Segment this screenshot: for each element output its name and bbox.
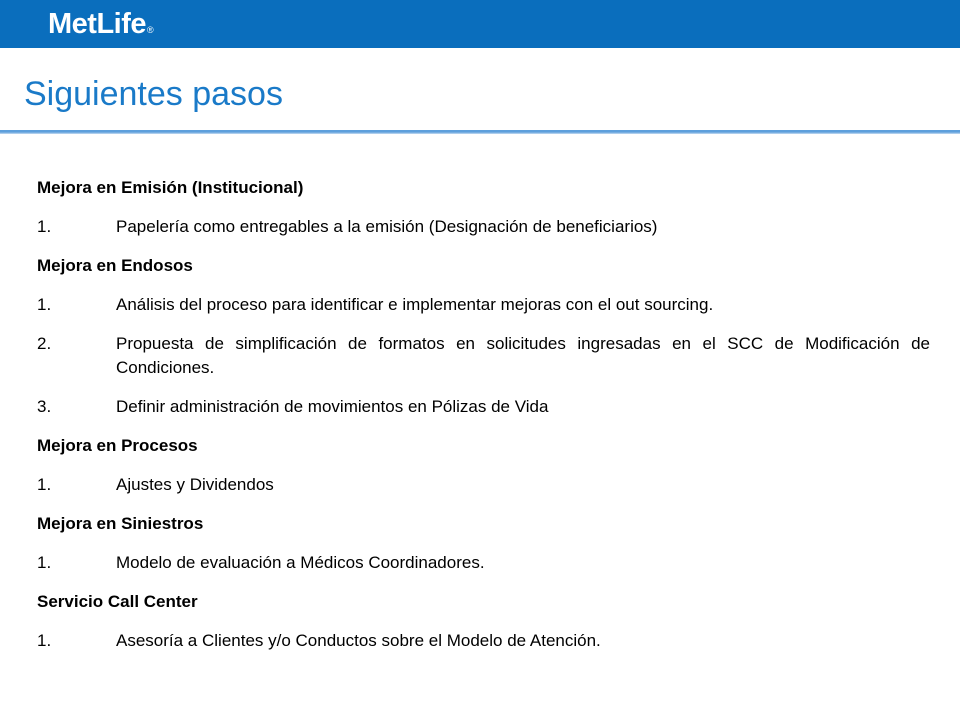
list-item	[37, 473, 930, 497]
section-heading-procesos: Mejora en Procesos	[37, 436, 198, 455]
list-item	[37, 332, 930, 380]
item-text: Propuesta de simplificación de formatos en solicitudes ingresadas en el SCC de Modificación de Condiciones.	[116, 334, 930, 377]
content-body	[37, 176, 930, 668]
logo-text: MetLife	[48, 8, 146, 40]
item-number: 1.	[37, 295, 52, 314]
item-number: 1.	[37, 475, 52, 494]
item-number: 1.	[37, 631, 52, 650]
item-number: 2.	[37, 334, 52, 353]
list-item	[37, 629, 930, 653]
list-item	[37, 293, 930, 317]
item-text: Asesoría a Clientes y/o Conductos sobre el Modelo de Atención.	[116, 631, 601, 650]
section-heading-emision: Mejora en Emisión (Institucional)	[37, 178, 304, 197]
item-text: Papelería como entregables a la emisión (Designación de beneficiarios)	[116, 217, 658, 236]
section-heading-call-center: Servicio Call Center	[37, 592, 198, 611]
header-bar	[0, 0, 960, 48]
item-number: 1.	[37, 553, 52, 572]
list-item	[37, 395, 930, 419]
metlife-logo	[48, 4, 153, 44]
item-number: 1.	[37, 217, 52, 236]
item-text: Definir administración de movimientos en Pólizas de Vida	[116, 397, 549, 416]
page-title: Siguientes pasos	[24, 75, 283, 113]
item-text: Análisis del proceso para identificar e implementar mejoras con el out sourcing.	[116, 295, 714, 314]
title-divider	[0, 130, 960, 134]
section-heading-endosos: Mejora en Endosos	[37, 256, 193, 275]
item-number: 3.	[37, 397, 52, 416]
registered-mark: ®	[147, 25, 154, 35]
list-item	[37, 215, 930, 239]
list-item	[37, 551, 930, 575]
item-text: Ajustes y Dividendos	[116, 475, 274, 494]
item-text: Modelo de evaluación a Médicos Coordinadores.	[116, 553, 485, 572]
section-heading-siniestros: Mejora en Siniestros	[37, 514, 204, 533]
